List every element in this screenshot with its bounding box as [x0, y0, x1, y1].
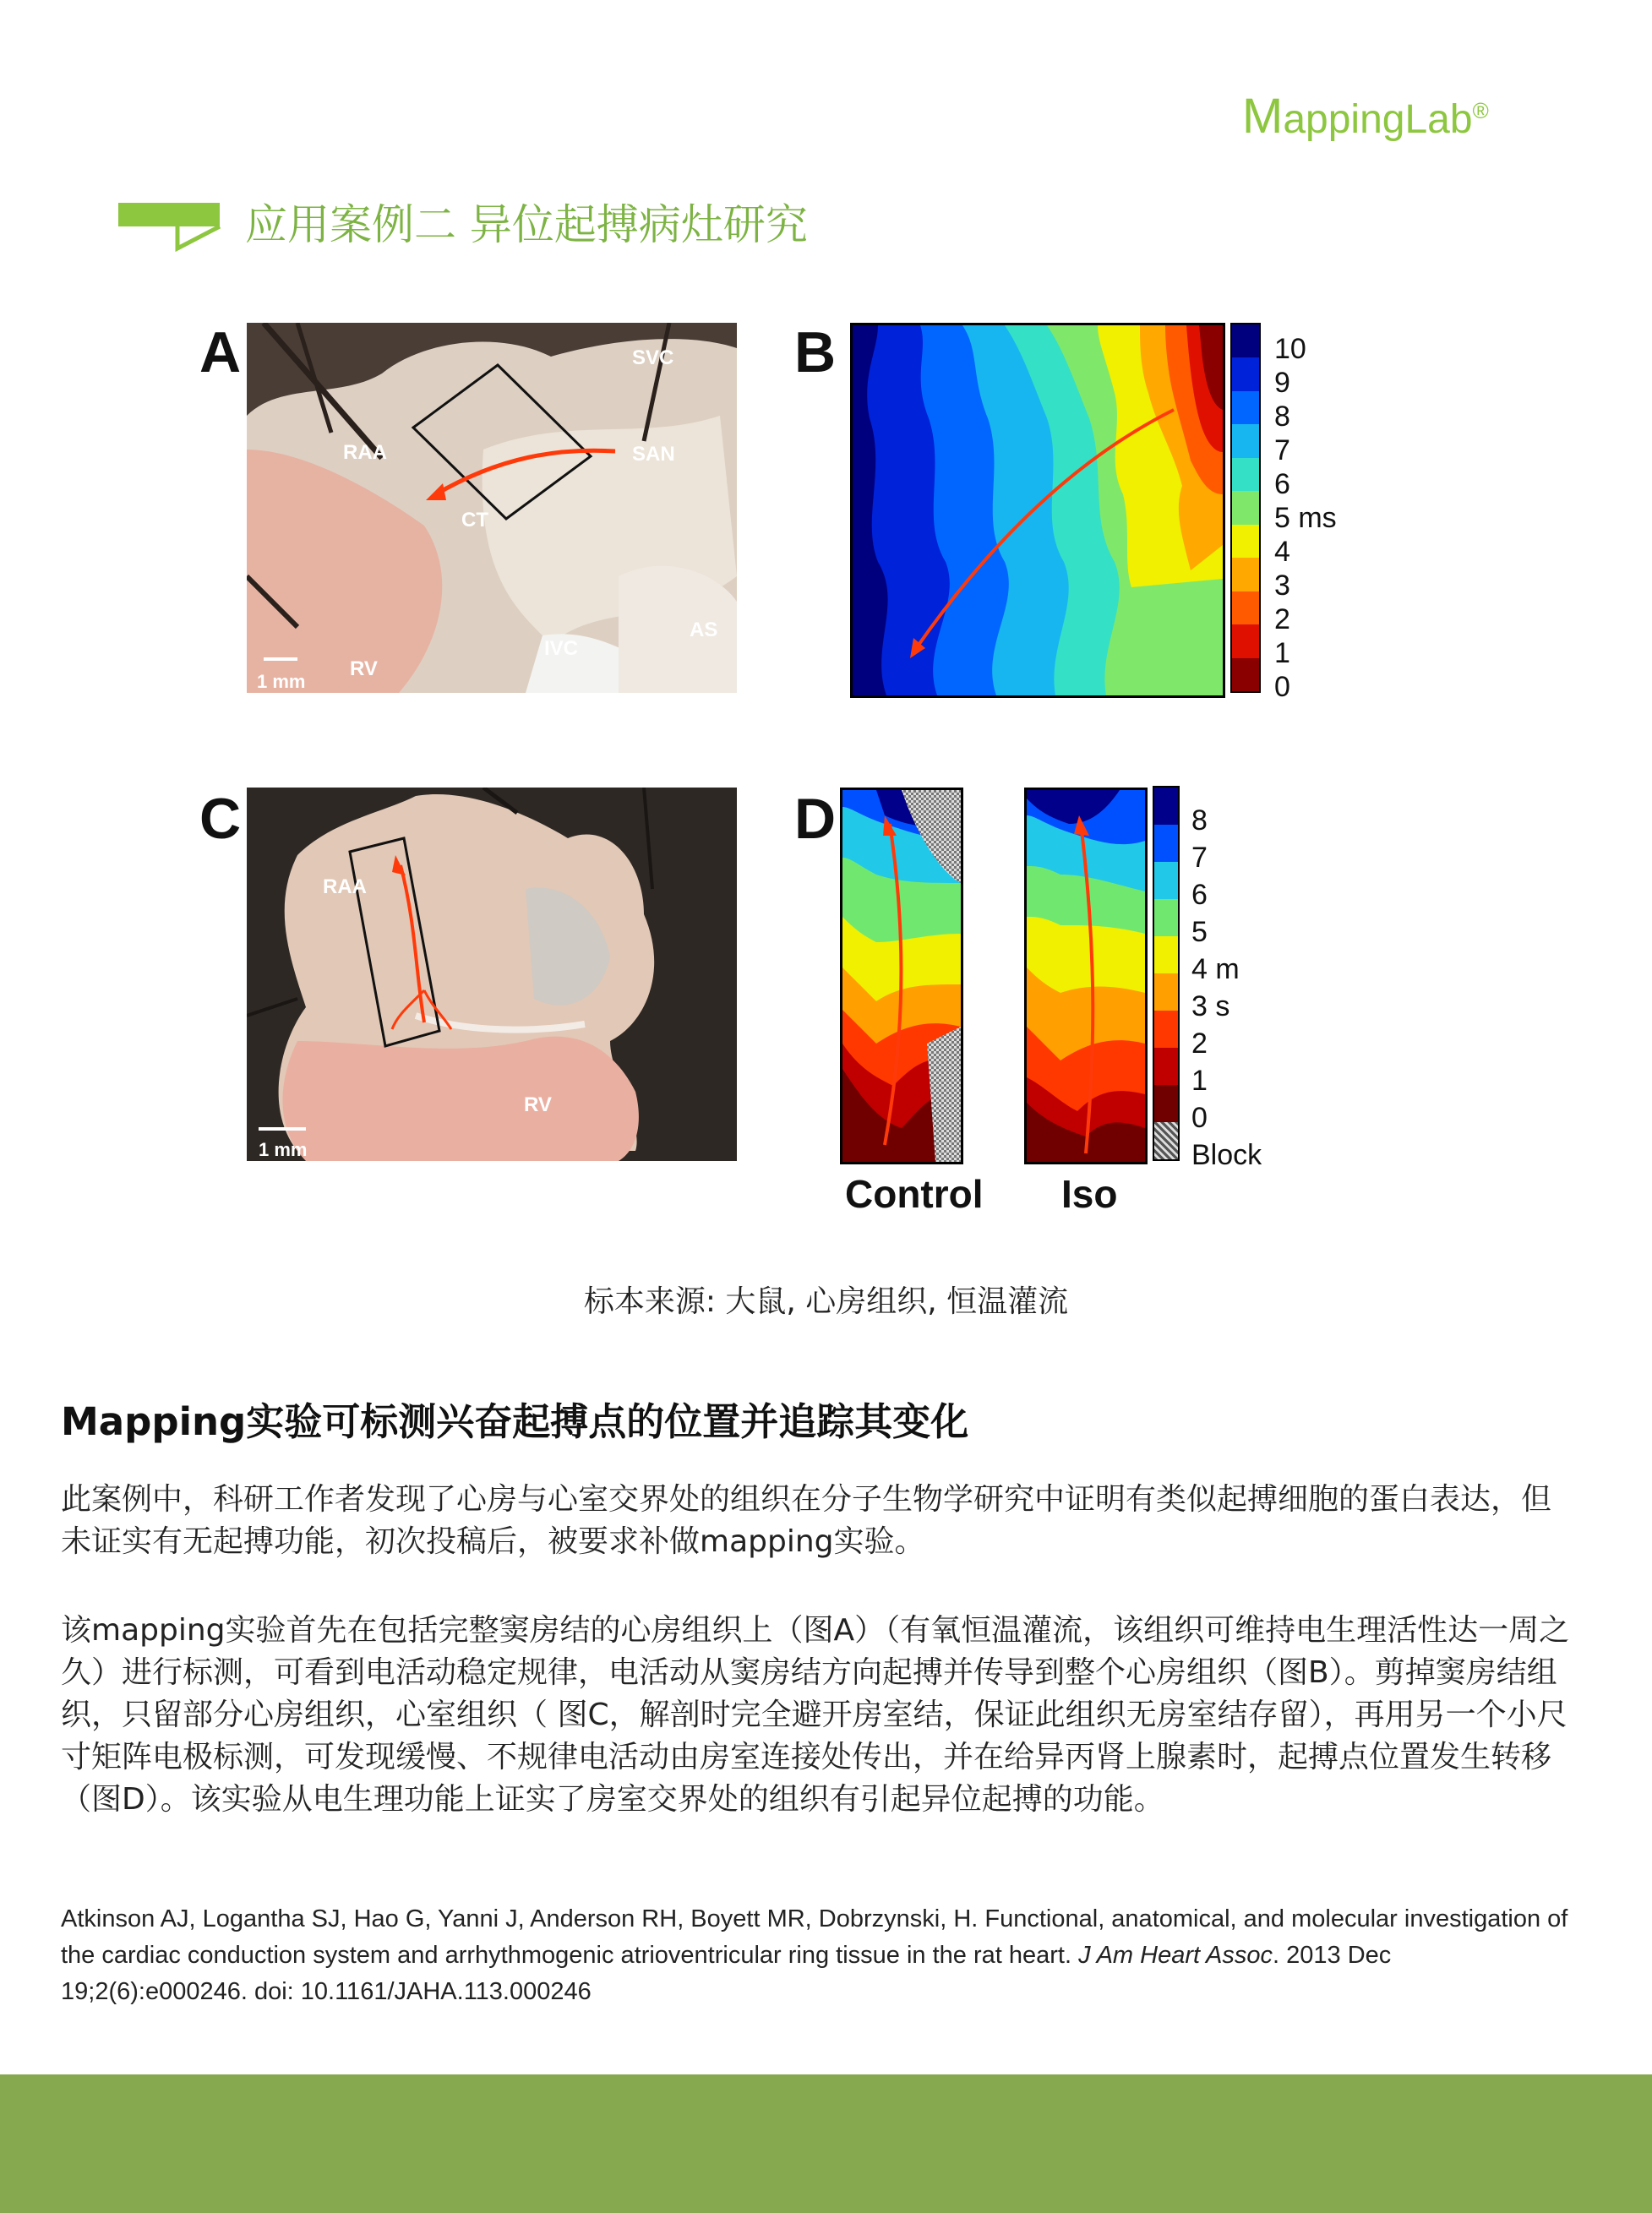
colorbar-swatch	[1232, 558, 1259, 591]
colorbar-tick: 4	[1274, 536, 1290, 568]
label-rv: RV	[350, 657, 378, 680]
paragraph-2: 该mapping实验首先在包括完整窦房结的心房组织上（图A）（有氧恒温灌流，该组织可维持电生理活性达一周之久）进行标测，可看到电活动稳定规律，电活动从窦房结方向起搏并传导到整个心房组织（图B）。剪掉窦房结组织，只留部分心房组织，心室组织（ 图C，解剖时完全避开房室结，保证此组织无房室结存留），再用另一个小尺寸矩阵电极标测，可发现缓慢、不规律电活动由房室连接处传出，并在给异丙肾上腺素时，起搏点位置发生转移（图D）。该实验从电生理功能上证实了房室交界处的组织有引起异位起搏的功能。	[61, 1613, 1570, 1817]
colorbar-tick: 5 ms	[1274, 502, 1337, 534]
colorbar-swatch	[1154, 788, 1178, 825]
panel-b-label: B	[794, 320, 837, 384]
colorbar-swatch	[1154, 899, 1178, 936]
colorbar-swatch	[1154, 936, 1178, 973]
iso-activation-map	[1024, 788, 1148, 1164]
scale-bar-c	[259, 1127, 306, 1131]
colorbar-swatch	[1154, 1011, 1178, 1048]
colorbar-tick: 7	[1274, 434, 1290, 466]
colorbar-tick: 10	[1274, 333, 1306, 365]
panel-b-colorbar	[1230, 323, 1261, 693]
label-san: SAN	[632, 443, 675, 466]
figure-caption: 标本来源: 大鼠, 心房组织, 恒温灌流	[583, 1284, 1069, 1319]
colorbar-swatch	[1232, 491, 1259, 524]
headline: Mapping实验可标测兴奋起搏点的位置并追踪其变化	[61, 1399, 969, 1444]
label-rv: RV	[524, 1093, 552, 1116]
colorbar-tick: 6	[1191, 879, 1208, 911]
colorbar-tick: 8	[1274, 401, 1290, 433]
colorbar-tick: 5	[1191, 916, 1208, 948]
colorbar-swatch	[1232, 357, 1259, 390]
colorbar-tick: 3 s	[1191, 990, 1230, 1022]
colorbar-swatch	[1154, 862, 1178, 899]
colorbar-swatch-block	[1154, 1122, 1178, 1159]
reference: Atkinson AJ, Logantha SJ, Hao G, Yanni J, Anderson RH, Boyett MR, Dobrzynski, H. Functional, anatomical, and molecular investigation of the cardiac conduction system and arrhythmogenic atrioventricular ring tissue in the rat heart. J Am Heart Assoc. 2013 Dec 19;2(6):e000246. doi: 10.1161/JAHA.113.000246	[61, 1905, 1568, 2005]
footer-bar	[0, 2074, 1652, 2213]
colorbar-swatch	[1232, 324, 1259, 357]
colorbar-tick: 2	[1274, 603, 1290, 635]
colorbar-swatch	[1232, 458, 1259, 491]
colorbar-swatch	[1232, 525, 1259, 558]
colorbar-tick: 9	[1274, 367, 1290, 399]
colorbar-tick: 2	[1191, 1027, 1208, 1060]
label-raa: RAA	[323, 875, 367, 898]
section-title: 应用案例二 异位起搏病灶研究	[245, 200, 808, 249]
panel-d-colorbar	[1153, 786, 1180, 1161]
colorbar-tick: 1	[1191, 1065, 1208, 1097]
label-svc: SVC	[632, 346, 674, 369]
colorbar-swatch	[1232, 391, 1259, 424]
paragraph-1: 此案例中，科研工作者发现了心房与心室交界处的组织在分子生物学研究中证明有类似起搏细胞的蛋白表达，但未证实有无起搏功能，初次投稿后，被要求补做mapping实验。	[61, 1482, 1552, 1559]
colorbar-tick-block: Block	[1191, 1139, 1262, 1171]
panel-d-label: D	[794, 787, 837, 851]
colorbar-tick: 1	[1274, 637, 1290, 669]
label-raa: RAA	[343, 441, 387, 464]
colorbar-swatch	[1154, 973, 1178, 1011]
colorbar-swatch	[1154, 1048, 1178, 1085]
control-label: Control	[845, 1172, 984, 1216]
colorbar-tick: 8	[1191, 804, 1208, 837]
colorbar-tick: 0	[1191, 1102, 1208, 1134]
colorbar-swatch	[1232, 658, 1259, 691]
colorbar-tick: 0	[1274, 671, 1290, 703]
section-flag-icon	[118, 201, 226, 252]
control-activation-map	[840, 788, 963, 1164]
panel-c-photo	[247, 788, 737, 1161]
iso-label: Iso	[1061, 1172, 1118, 1216]
panel-a-photo	[247, 323, 737, 693]
colorbar-tick: 7	[1191, 842, 1208, 874]
label-as: AS	[690, 619, 718, 641]
panel-b-activation-map	[850, 323, 1225, 698]
colorbar-tick: 3	[1274, 570, 1290, 602]
colorbar-swatch	[1232, 624, 1259, 657]
panel-c-label: C	[199, 787, 242, 851]
label-ct: CT	[461, 509, 488, 531]
scale-label-c: 1 mm	[259, 1139, 308, 1160]
colorbar-swatch	[1154, 825, 1178, 862]
panel-a-label: A	[199, 320, 242, 384]
scale-bar-a	[264, 657, 297, 661]
colorbar-swatch	[1232, 424, 1259, 457]
colorbar-tick: 6	[1274, 468, 1290, 500]
colorbar-tick: 4 m	[1191, 953, 1240, 985]
brand-logo: MappingLab®	[1242, 89, 1489, 144]
colorbar-swatch	[1154, 1085, 1178, 1122]
label-ivc: IVC	[544, 637, 579, 660]
reference-journal: J Am Heart Assoc	[1078, 1942, 1273, 1969]
scale-label-a: 1 mm	[257, 671, 306, 692]
colorbar-swatch	[1232, 591, 1259, 624]
